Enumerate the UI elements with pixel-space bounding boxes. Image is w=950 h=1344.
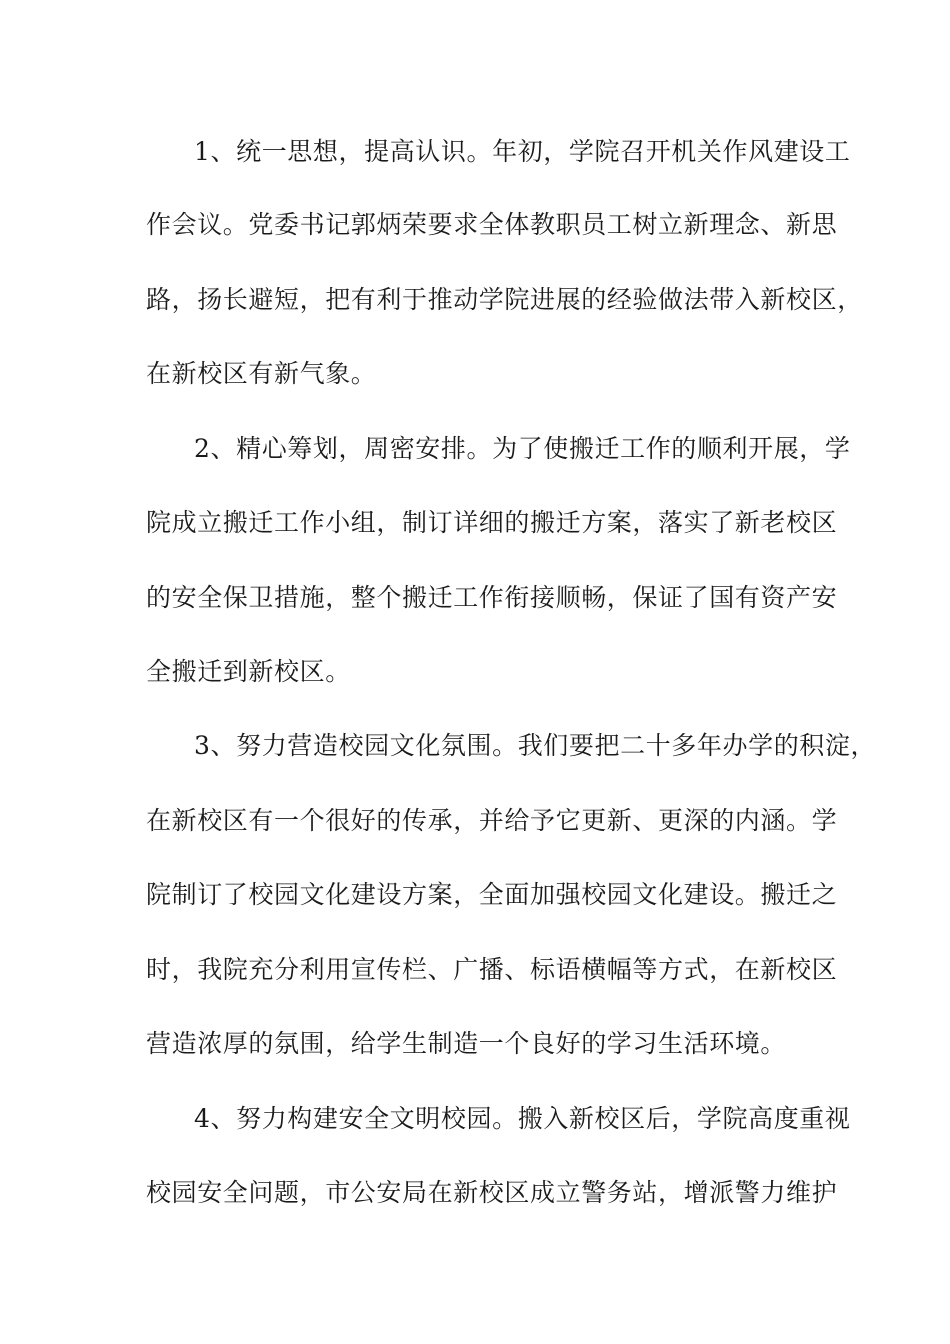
paragraph-4-line-1: 4、努力构建安全文明校园。搬入新校区后，学院高度重视 xyxy=(194,1104,851,1133)
paragraph-1-line-3: 路，扬长避短，把有利于推动学院进展的经验做法带入新校区， xyxy=(146,285,863,314)
paragraph-1-line-1: 1、统一思想，提高认识。年初，学院召开机关作风建设工 xyxy=(194,137,851,166)
paragraph-3-line-3: 院制订了校园文化建设方案，全面加强校园文化建设。搬迁之 xyxy=(146,880,838,909)
paragraph-2-line-3: 的安全保卫措施，整个搬迁工作衔接顺畅，保证了国有资产安 xyxy=(146,583,838,612)
paragraph-3-line-2: 在新校区有一个很好的传承，并给予它更新、更深的内涵。学 xyxy=(146,806,838,835)
paragraph-3-line-1: 3、努力营造校园文化氛围。我们要把二十多年办学的积淀， xyxy=(194,731,877,760)
paragraph-4-line-2: 校园安全问题，市公安局在新校区成立警务站，增派警力维护 xyxy=(146,1178,838,1207)
paragraph-3-line-5: 营造浓厚的氛围，给学生制造一个良好的学习生活环境。 xyxy=(146,1029,787,1058)
paragraph-1-line-4: 在新校区有新气象。 xyxy=(146,359,377,388)
paragraph-3-line-4: 时，我院充分利用宣传栏、广播、标语横幅等方式，在新校区 xyxy=(146,955,838,984)
paragraph-2-line-4: 全搬迁到新校区。 xyxy=(146,657,351,686)
paragraph-1-line-2: 作会议。党委书记郭炳荣要求全体教职员工树立新理念、新思 xyxy=(146,210,838,239)
paragraph-2-line-2: 院成立搬迁工作小组，制订详细的搬迁方案，落实了新老校区 xyxy=(146,508,838,537)
paragraph-2-line-1: 2、精心筹划，周密安排。为了使搬迁工作的顺利开展，学 xyxy=(194,434,851,463)
